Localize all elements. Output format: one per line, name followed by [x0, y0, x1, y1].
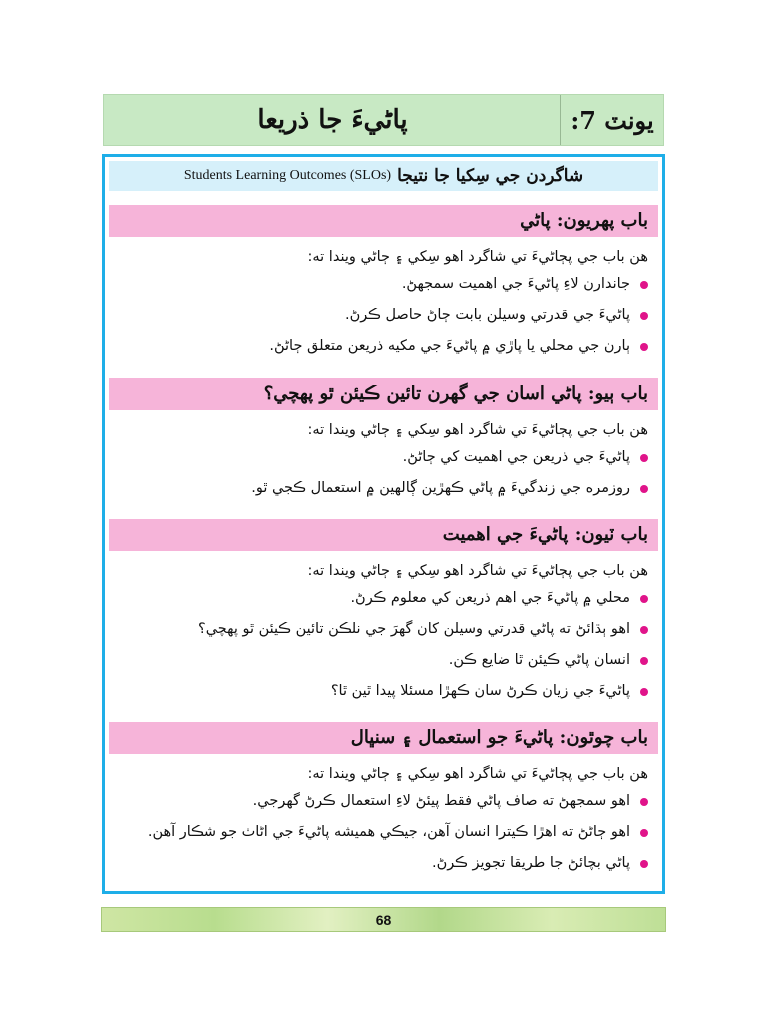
bullet-icon	[640, 343, 648, 351]
list-item: پاڻيءَ جي زيان ڪرڻ سان ڪهڙا مسئلا پيدا ٿين ٿا؟	[115, 676, 648, 707]
section-1-heading: باب پهريون: پاڻي	[109, 205, 658, 237]
list-item: اهو ڄاڻڻ ته اهڙا ڪيترا انسان آهن، جيڪي هميشه پاڻيءَ جي اڻاٺ جو شڪار آهن.	[115, 817, 648, 848]
outcomes-frame	[102, 154, 665, 894]
list-item: ٻارن جي محلي يا پاڙي ۾ پاڻيءَ جي مکيه ذريعن متعلق ڄاڻڻ.	[115, 331, 648, 362]
list-item: روزمره جي زندگيءَ ۾ پاڻي ڪهڙين ڳالهين ۾ استعمال ڪجي ٿو.	[115, 473, 648, 504]
section-2-heading: باب ٻيو: پاڻي اسان جي گهرن تائين ڪيئن ٿو پهچي؟	[109, 378, 658, 410]
list-item: پاڻي بچائڻ جا طريقا تجويز ڪرڻ.	[115, 848, 648, 879]
list-item: انسان پاڻي ڪيئن ٿا ضايع ڪن.	[115, 645, 648, 676]
bullet-icon	[640, 595, 648, 603]
bullet-icon	[640, 860, 648, 868]
page-number: 68	[375, 911, 392, 928]
list-item: اهو سمجهڻ ته صاف پاڻي فقط پيئڻ لاءِ استعمال ڪرڻ گهرجي.	[115, 786, 648, 817]
unit-title: پاڻيءَ جا ذريعا	[257, 105, 408, 135]
bullet-icon	[640, 657, 648, 665]
bullet-icon	[640, 798, 648, 806]
bullet-icon	[640, 485, 648, 493]
bullet-icon	[640, 626, 648, 634]
page-footer	[101, 907, 666, 932]
section-4-intro: هن باب جي پڄاڻيءَ تي شاگرد اهو سِکي ۽ ڄاڻي ويندا ته:	[307, 766, 648, 782]
section-2-intro: هن باب جي پڄاڻيءَ تي شاگرد اهو سِکي ۽ ڄاڻي ويندا ته:	[307, 422, 648, 438]
section-2-list	[115, 442, 648, 504]
section-4-heading: باب چوٿون: پاڻيءَ جو استعمال ۽ سنڀال	[109, 722, 658, 754]
list-item: پاڻيءَ جي ذريعن جي اهميت کي ڄاڻڻ.	[115, 442, 648, 473]
section-1-list	[115, 269, 648, 362]
slo-title-sindhi: شاگردن جي سِکيا جا نتيجا	[397, 166, 584, 186]
bullet-icon	[640, 454, 648, 462]
list-item: پاڻيءَ جي قدرتي وسيلن بابت ڄاڻ حاصل ڪرڻ.	[115, 300, 648, 331]
bullet-icon	[640, 829, 648, 837]
slo-banner	[109, 161, 658, 191]
bullet-icon	[640, 688, 648, 696]
list-item: محلي ۾ پاڻيءَ جي اهم ذريعن کي معلوم ڪرڻ.	[115, 583, 648, 614]
unit-header	[103, 94, 664, 146]
list-item: جاندارن لاءِ پاڻيءَ جي اهميت سمجهڻ.	[115, 269, 648, 300]
section-4-list	[115, 786, 648, 879]
section-3-heading: باب ٽيون: پاڻيءَ جي اهميت	[109, 519, 658, 551]
slo-title-english: Students Learning Outcomes (SLOs)	[183, 168, 392, 183]
section-3-list	[115, 583, 648, 707]
bullet-icon	[640, 281, 648, 289]
bullet-icon	[640, 312, 648, 320]
unit-label: يونٽ 7:	[560, 95, 663, 145]
list-item: اهو ٻڌائڻ ته پاڻي قدرتي وسيلن کان گهرَ جي نلڪن تائين ڪيئن ٿو پهچي؟	[115, 614, 648, 645]
section-1-intro: هن باب جي پڄاڻيءَ تي شاگرد اهو سِکي ۽ ڄاڻي ويندا ته:	[307, 249, 648, 265]
section-3-intro: هن باب جي پڄاڻيءَ تي شاگرد اهو سِکي ۽ ڄاڻي ويندا ته:	[307, 563, 648, 579]
